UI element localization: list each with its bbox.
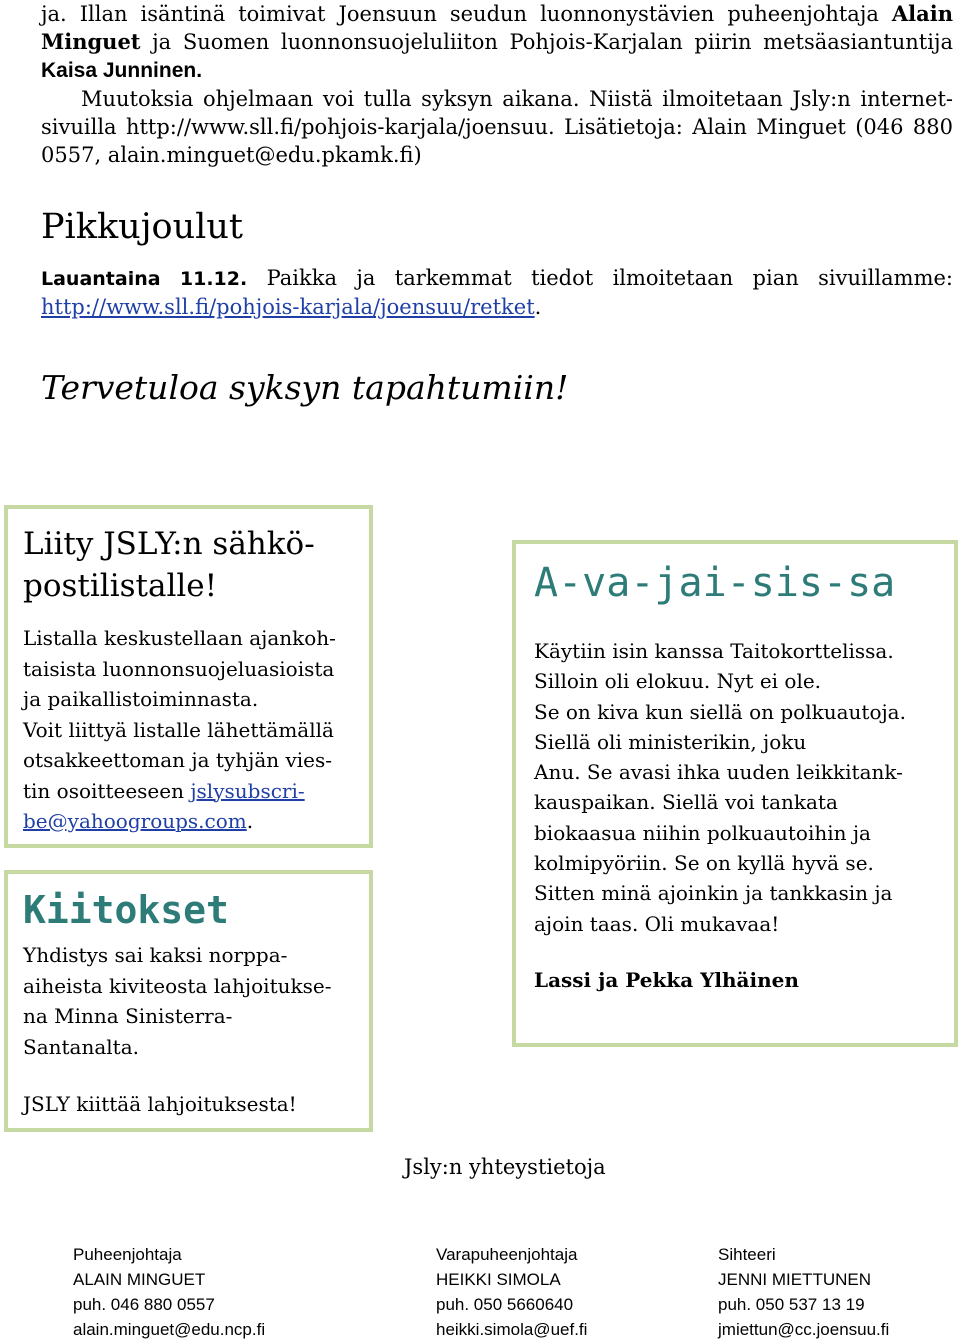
- contact-email[interactable]: alain.minguet@edu.ncp.fi: [73, 1320, 266, 1339]
- mailing-list-line: Voit liittyä listalle lähettämällä: [23, 717, 334, 742]
- kiitokset-line: Yhdistys sai kaksi norppa-: [23, 943, 288, 967]
- avajaiset-line: kolmipyöriin. Se on kyllä hyvä se.: [534, 851, 874, 876]
- avajaiset-line: Siellä oli ministerikin, joku: [534, 729, 807, 754]
- subscribe-email-link[interactable]: jslysubscri-: [190, 778, 305, 803]
- contact-phone: puh. 046 880 0557: [73, 1295, 215, 1314]
- mailing-list-heading-line-1: Liity JSLY:n sähkö-: [23, 526, 315, 562]
- kiitokset-heading: Kiitokset: [23, 888, 229, 932]
- kiitokset-box: [4, 870, 373, 1132]
- mailing-list-line: Listalla keskustellaan ajankoh-: [23, 626, 336, 650]
- avajaiset-body: [534, 636, 906, 939]
- host-name-1: Alain Minguet: [41, 1, 953, 54]
- subscribe-email-link[interactable]: be@yahoogroups.com: [23, 809, 247, 833]
- pikkujoulut-heading: Pikkujoulut: [41, 207, 243, 247]
- pikkujoulut-text: [41, 264, 953, 321]
- contacts-title: Jsly:n yhteystietoja: [404, 1155, 606, 1179]
- kiitokset-body: [23, 940, 331, 1062]
- avajaiset-line: kauspaikan. Siellä voi tankata: [534, 790, 838, 815]
- kiitokset-thanks: JSLY kiittää lahjoituksesta!: [23, 1092, 297, 1116]
- avajaiset-line: Käytiin isin kanssa Taitokorttelissa.: [534, 639, 894, 663]
- contact-phone: puh. 050 5660640: [436, 1295, 574, 1314]
- intro-text-1: ja. Illan isäntinä toimivat Joensuun seudun luonnonystävien puheenjohtaja: [41, 2, 892, 26]
- period: .: [534, 295, 542, 319]
- contact-name: ALAIN MINGUET: [73, 1270, 206, 1289]
- kiitokset-line: na Minna Sinisterra-: [23, 1004, 233, 1028]
- contact-chair: [73, 1242, 265, 1342]
- contact-email[interactable]: jmiettun@cc.joensuu.fi: [718, 1320, 890, 1339]
- contact-role: Puheenjohtaja: [73, 1245, 182, 1264]
- avajaiset-line: Anu. Se avasi ihka uuden leikkitank-: [534, 760, 903, 785]
- host-name-2: Kaisa Junninen.: [41, 59, 203, 82]
- avajaiset-box: [512, 540, 958, 1047]
- mailing-list-heading-line-2: postilistalle!: [23, 568, 218, 604]
- contact-name: HEIKKI SIMOLA: [436, 1270, 561, 1289]
- mailing-list-line: otsakkeettoman ja tyhjän vies-: [23, 748, 333, 772]
- avajaiset-line: Silloin oli elokuu. Nyt ei ole.: [534, 669, 822, 694]
- intro-text: [41, 0, 953, 169]
- welcome-text: Tervetuloa syksyn tapahtumiin!: [41, 368, 569, 407]
- mailing-list-line: ja paikallistoiminnasta.: [23, 687, 259, 711]
- contact-secretary: [718, 1242, 889, 1342]
- avajaiset-heading: A-va-jai-sis-sa: [534, 560, 896, 606]
- avajaiset-line: Sitten minä ajoinkin ja tankkasin ja: [534, 881, 893, 906]
- contact-role: Sihteeri: [718, 1245, 776, 1264]
- mailing-list-heading: [23, 523, 315, 607]
- mailing-list-text: tin osoitteeseen: [23, 778, 191, 803]
- intro-paragraph-1: [41, 0, 953, 85]
- period: .: [246, 809, 254, 833]
- contact-email[interactable]: heikki.simola@uef.fi: [436, 1320, 588, 1339]
- avajaiset-signature: Lassi ja Pekka Ylhäinen: [534, 968, 799, 992]
- intro-text-2: ja Suomen luonnonsuojeluliiton Pohjois-Karjalan piirin metsäasiantuntija: [140, 30, 953, 54]
- contact-vice-chair: [436, 1242, 587, 1342]
- mailing-list-body: [23, 623, 336, 837]
- mailing-list-line: [23, 776, 336, 807]
- mailing-list-line: taisista luonnonsuojeluasioista: [23, 656, 335, 681]
- mailing-list-line: [23, 806, 336, 837]
- avajaiset-line: biokaasua niihin polkuautoihin ja: [534, 820, 871, 845]
- avajaiset-line: ajoin taas. Oli mukavaa!: [534, 911, 780, 936]
- kiitokset-line: aiheista kiviteosta lahjoitukse-: [23, 973, 332, 998]
- avajaiset-line: Se on kiva kun siellä on polkuautoja.: [534, 699, 906, 724]
- kiitokset-line: Santanalta.: [23, 1034, 139, 1059]
- contact-name: JENNI MIETTUNEN: [718, 1270, 871, 1289]
- intro-paragraph-2: Muutoksia ohjelmaan voi tulla syksyn aikana. Niistä ilmoitetaan Jsly:n internet-sivuilla http://www.sll.fi/pohjois-karjala/joensuu. Lisätietoja: Alain Minguet (046 880 0557, alain.minguet@edu.pkamk.fi): [41, 87, 953, 167]
- mailing-list-box: [4, 505, 373, 848]
- contact-role: Varapuheenjohtaja: [436, 1245, 578, 1264]
- pikkujoulut-date: Lauantaina 11.12.: [41, 268, 248, 290]
- contact-phone: puh. 050 537 13 19: [718, 1295, 865, 1314]
- retket-link[interactable]: http://www.sll.fi/pohjois-karjala/joensuu/retket: [41, 295, 535, 319]
- pikkujoulut-info: Paikka ja tarkemmat tiedot ilmoitetaan pian sivuillamme:: [247, 266, 953, 290]
